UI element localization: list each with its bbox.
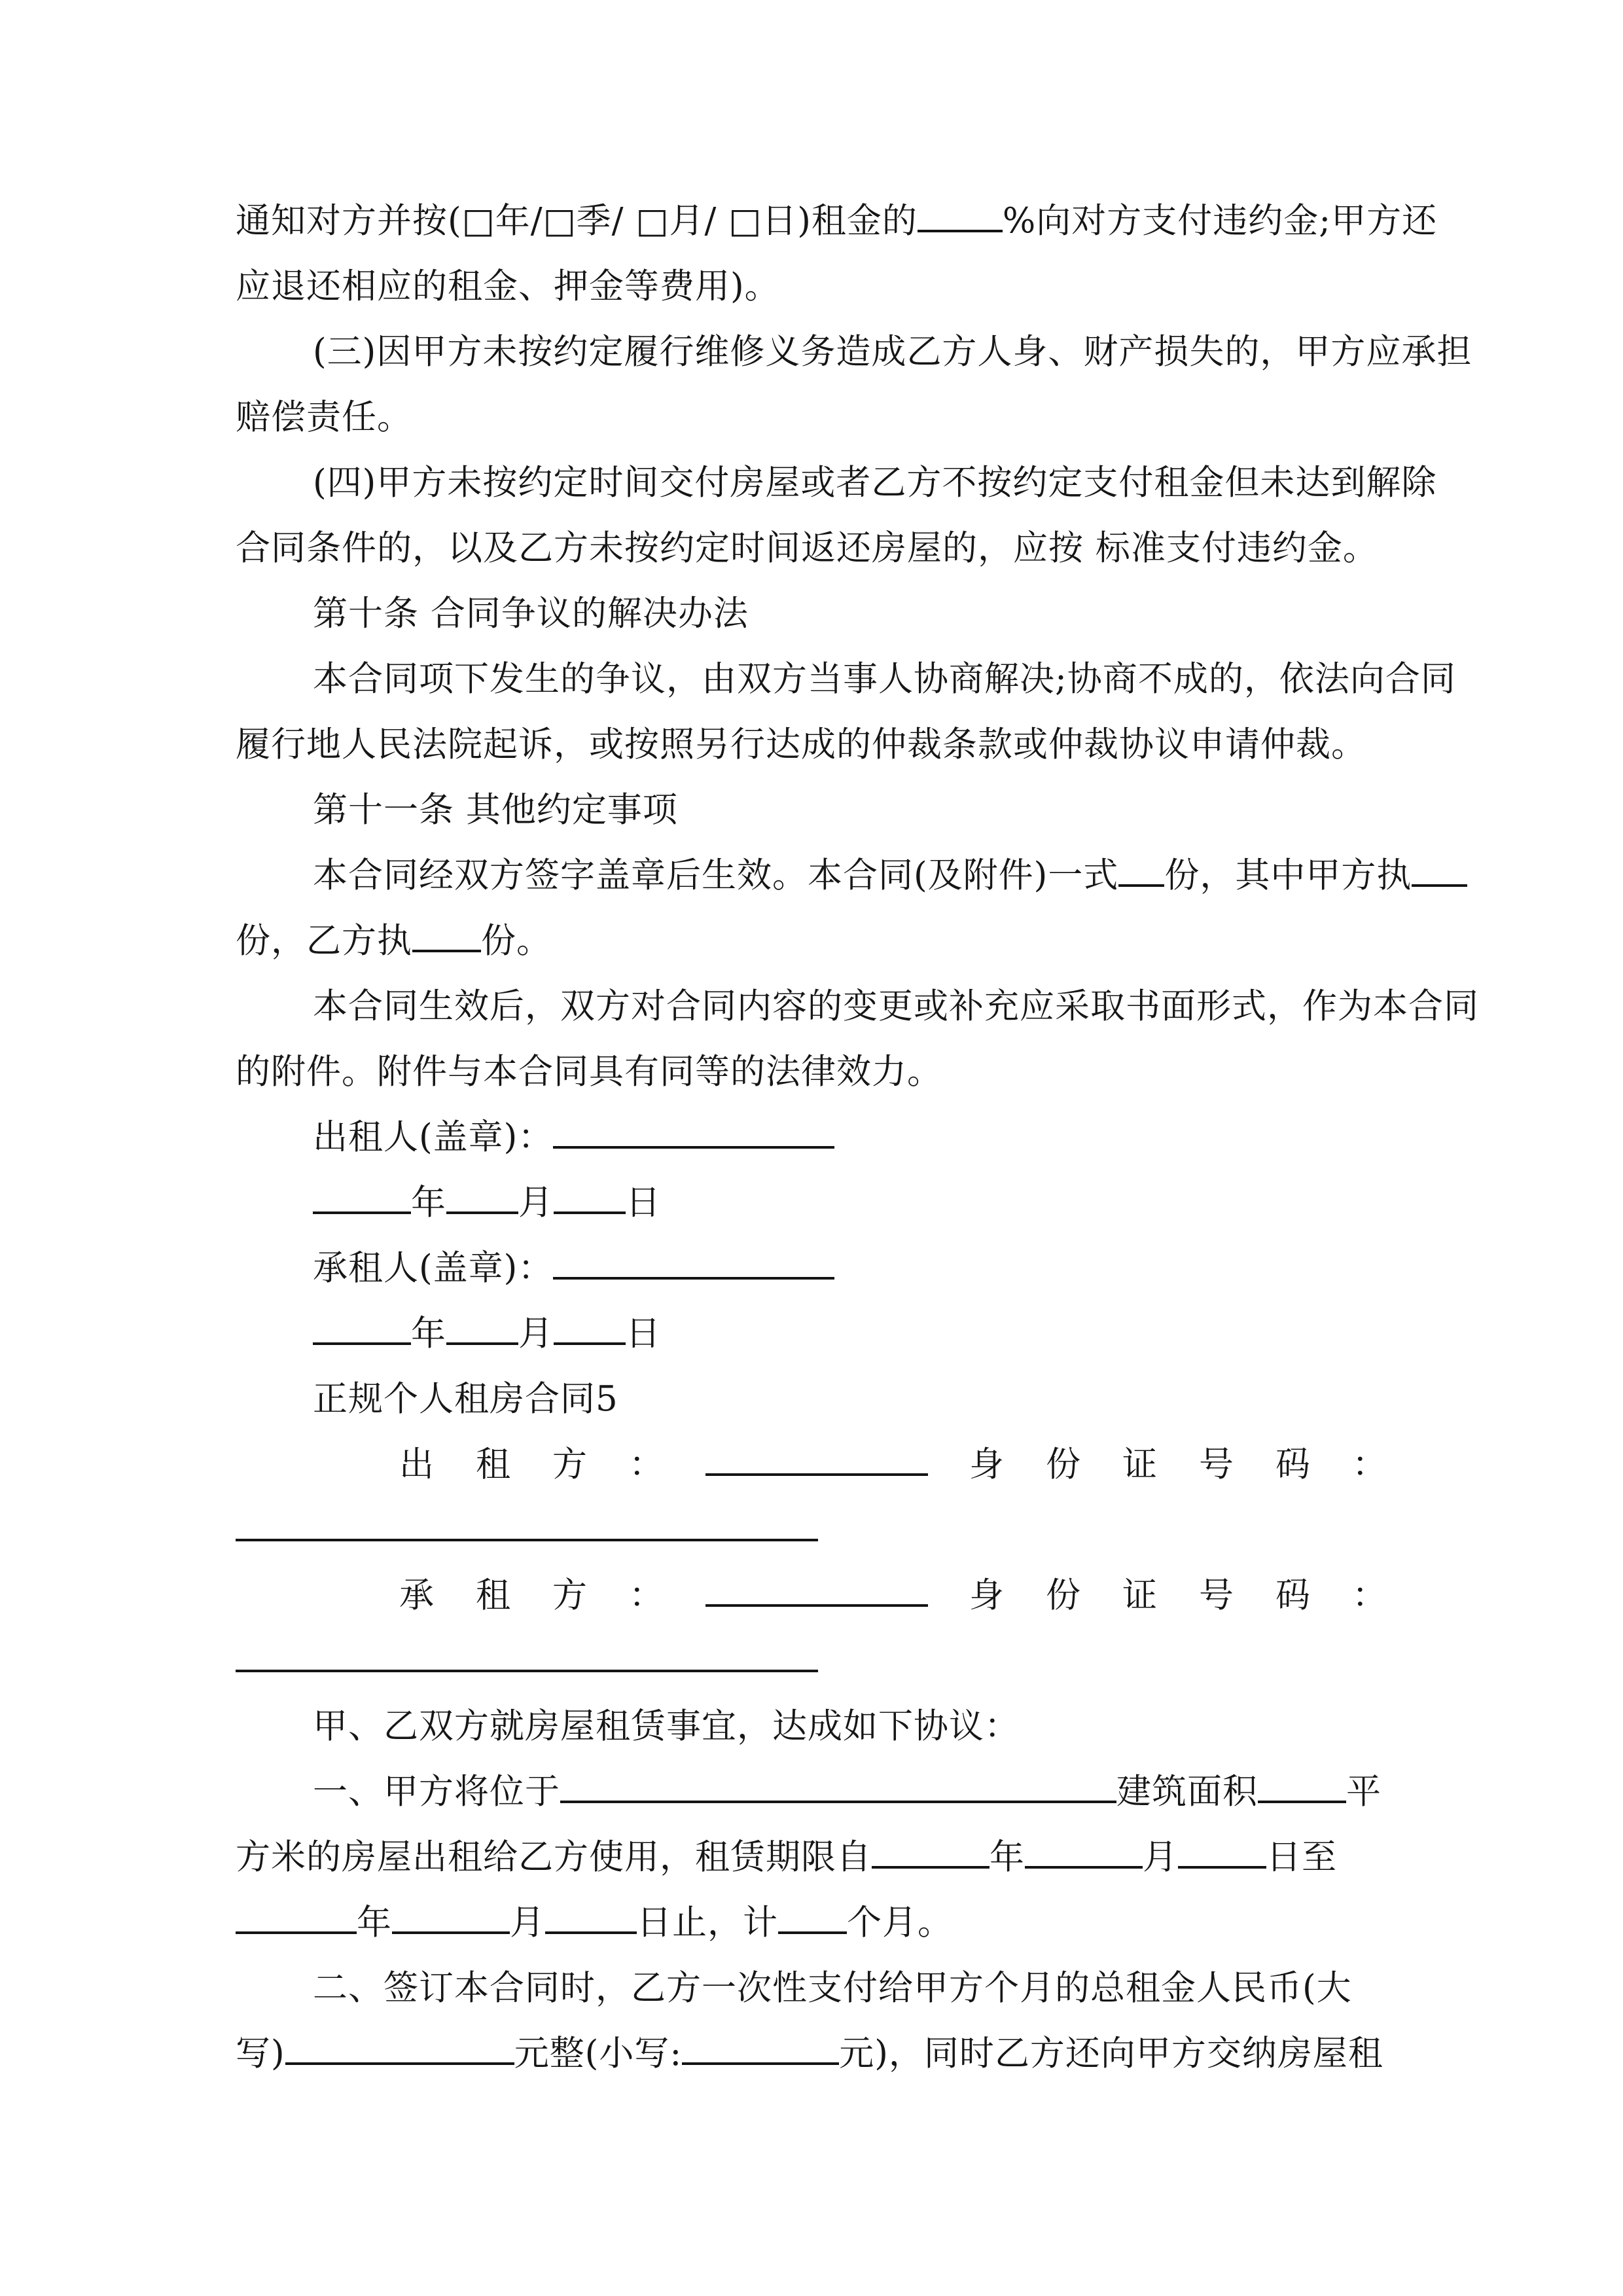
text-run: 号 xyxy=(1199,1444,1234,1484)
text-run: 身 xyxy=(969,1575,1005,1615)
text-run: 方 xyxy=(552,1444,588,1484)
text-run: 方 xyxy=(552,1575,588,1615)
blank-field xyxy=(285,2057,514,2065)
blank-field xyxy=(918,224,1003,232)
blank-field xyxy=(313,1337,411,1345)
document-line xyxy=(236,974,1479,1039)
text-run: 租 xyxy=(476,1575,511,1615)
text-run: 个月。 xyxy=(847,1903,953,1943)
text-run: 写) xyxy=(236,2034,285,2073)
text-run: (三)因甲方未按约定履行维修义务造成乙方人身、财产损失的，甲方应承担 xyxy=(313,332,1472,372)
blank-field xyxy=(545,1926,637,1934)
text-run: 月 xyxy=(518,1183,554,1223)
text-run: 本合同经双方签字盖章后生效。本合同(及附件)一式 xyxy=(313,855,1119,895)
text-run: 租 xyxy=(476,1444,511,1484)
text-run: 出租人(盖章)： xyxy=(313,1117,554,1157)
text-run: ： xyxy=(1352,1575,1387,1615)
text-run: 出 xyxy=(399,1444,435,1484)
blank-field xyxy=(705,1599,928,1607)
blank-field xyxy=(446,1206,518,1214)
blank-field xyxy=(236,1664,818,1672)
document-line xyxy=(236,450,1437,516)
document-line xyxy=(236,1825,1387,1890)
text-run: 元整(小写: xyxy=(514,2034,683,2073)
text-run: 甲、乙双方就房屋租赁事宜，达成如下协议： xyxy=(313,1706,1020,1746)
document-line xyxy=(236,778,1387,843)
blank-field xyxy=(392,1926,510,1934)
blank-field xyxy=(553,1141,834,1149)
text-run: 合同条件的，以及乙方未按约定时间返还房屋的，应按 标准支付违约金。 xyxy=(236,528,1378,568)
text-run: 年 xyxy=(357,1903,392,1943)
text-run: 建筑面积 xyxy=(1116,1772,1258,1812)
blank-field xyxy=(1258,1795,1346,1803)
blank-field xyxy=(446,1337,518,1345)
text-run: 赔偿责任。 xyxy=(236,397,412,437)
document-line xyxy=(236,1236,1387,1301)
text-run: 元)，同时乙方还向甲方交纳房屋租 xyxy=(839,2034,1383,2073)
text-run: 日止，计 xyxy=(637,1903,778,1943)
text-run: 月 xyxy=(518,1314,554,1354)
text-run: 第十一条 其他约定事项 xyxy=(313,790,678,830)
document-line xyxy=(236,516,1387,581)
text-run: 日 xyxy=(626,1183,661,1223)
document-line xyxy=(236,1890,1387,1956)
blank-field xyxy=(236,1926,357,1934)
document-line xyxy=(236,1301,1387,1367)
text-run: 方米的房屋出租给乙方使用，租赁期限自 xyxy=(236,1837,872,1877)
text-run: 平 xyxy=(1346,1772,1382,1812)
blank-field xyxy=(705,1468,928,1476)
document-line xyxy=(236,1039,1387,1105)
document-line xyxy=(236,1759,1387,1825)
text-run: 第十条 合同争议的解决办法 xyxy=(313,594,749,634)
document-line xyxy=(236,188,1438,254)
text-run: 证 xyxy=(1122,1444,1158,1484)
text-run: 的附件。附件与本合同具有同等的法律效力。 xyxy=(236,1052,942,1092)
blank-field xyxy=(872,1861,990,1869)
text-run: 承 xyxy=(399,1575,435,1615)
blank-field xyxy=(1412,879,1467,887)
text-run: 年 xyxy=(990,1837,1025,1877)
document-line xyxy=(236,908,1387,974)
blank-field xyxy=(778,1926,847,1934)
text-run: 月 xyxy=(510,1903,545,1943)
document-line xyxy=(236,1694,1387,1759)
document-line xyxy=(236,2021,1387,2087)
text-run: 号 xyxy=(1199,1575,1234,1615)
document-line xyxy=(236,1367,1387,1432)
document-line xyxy=(236,1170,1387,1236)
text-run: 应退还相应的租金、押金等费用)。 xyxy=(236,266,780,306)
blank-field xyxy=(1118,879,1164,887)
text-run: 码 xyxy=(1275,1575,1311,1615)
blank-field xyxy=(682,2057,839,2065)
text-run: 份 xyxy=(1046,1444,1081,1484)
text-run: 份。 xyxy=(481,921,552,961)
text-run: 证 xyxy=(1122,1575,1158,1615)
text-run: ： xyxy=(1352,1444,1387,1484)
text-run: ： xyxy=(629,1444,664,1484)
blank-field xyxy=(1025,1861,1143,1869)
document-line xyxy=(399,1432,1387,1498)
blank-field xyxy=(560,1795,1116,1803)
document-line xyxy=(236,843,1412,908)
document-line xyxy=(236,1628,1387,1694)
text-run: 年 xyxy=(411,1183,446,1223)
document-line xyxy=(236,319,1472,385)
blank-field xyxy=(554,1337,626,1345)
text-run: 一、甲方将位于 xyxy=(313,1772,560,1812)
text-run: 承租人(盖章)： xyxy=(313,1248,554,1288)
text-run: 日至 xyxy=(1266,1837,1337,1877)
document-line xyxy=(236,1498,1387,1563)
blank-field xyxy=(553,1272,834,1280)
text-run: 份 xyxy=(1046,1575,1081,1615)
text-run: 身 xyxy=(969,1444,1005,1484)
document-line xyxy=(236,1956,1387,2021)
document-line xyxy=(236,647,1456,712)
text-run: 通知对方并按(□年/□季/ □月/ □日)租金的 xyxy=(236,201,918,241)
text-run: %向对方支付违约金;甲方还 xyxy=(1002,201,1438,241)
blank-field xyxy=(313,1206,411,1214)
document-line xyxy=(399,1563,1387,1628)
text-run: 本合同项下发生的争议，由双方当事人协商解决;协商不成的，依法向合同 xyxy=(313,659,1456,699)
text-run: 码 xyxy=(1275,1444,1311,1484)
document-line xyxy=(236,581,1387,647)
text-run: (四)甲方未按约定时间交付房屋或者乙方不按约定支付租金但未达到解除 xyxy=(313,463,1437,503)
text-run: 年 xyxy=(411,1314,446,1354)
text-run: 日 xyxy=(626,1314,661,1354)
document-line xyxy=(236,1105,1387,1170)
blank-field xyxy=(412,944,481,952)
text-run: 履行地人民法院起诉，或按照另行达成的仲裁条款或仲裁协议申请仲裁。 xyxy=(236,725,1366,764)
text-run: 月 xyxy=(1143,1837,1178,1877)
blank-field xyxy=(236,1534,818,1541)
text-run: 本合同生效后，双方对合同内容的变更或补充应采取书面形式，作为本合同 xyxy=(313,986,1479,1026)
text-run: ： xyxy=(629,1575,664,1615)
text-run: 份，乙方执 xyxy=(236,921,412,961)
document-line xyxy=(236,254,1387,319)
text-run: 份，其中甲方执 xyxy=(1164,855,1412,895)
document-line xyxy=(236,385,1387,450)
blank-field xyxy=(554,1206,626,1214)
text-run: 正规个人租房合同5 xyxy=(313,1379,618,1419)
document-line xyxy=(236,712,1387,778)
blank-field xyxy=(1178,1861,1266,1869)
text-run: 二、签订本合同时，乙方一次性支付给甲方个月的总租金人民币(大 xyxy=(313,1968,1352,2008)
